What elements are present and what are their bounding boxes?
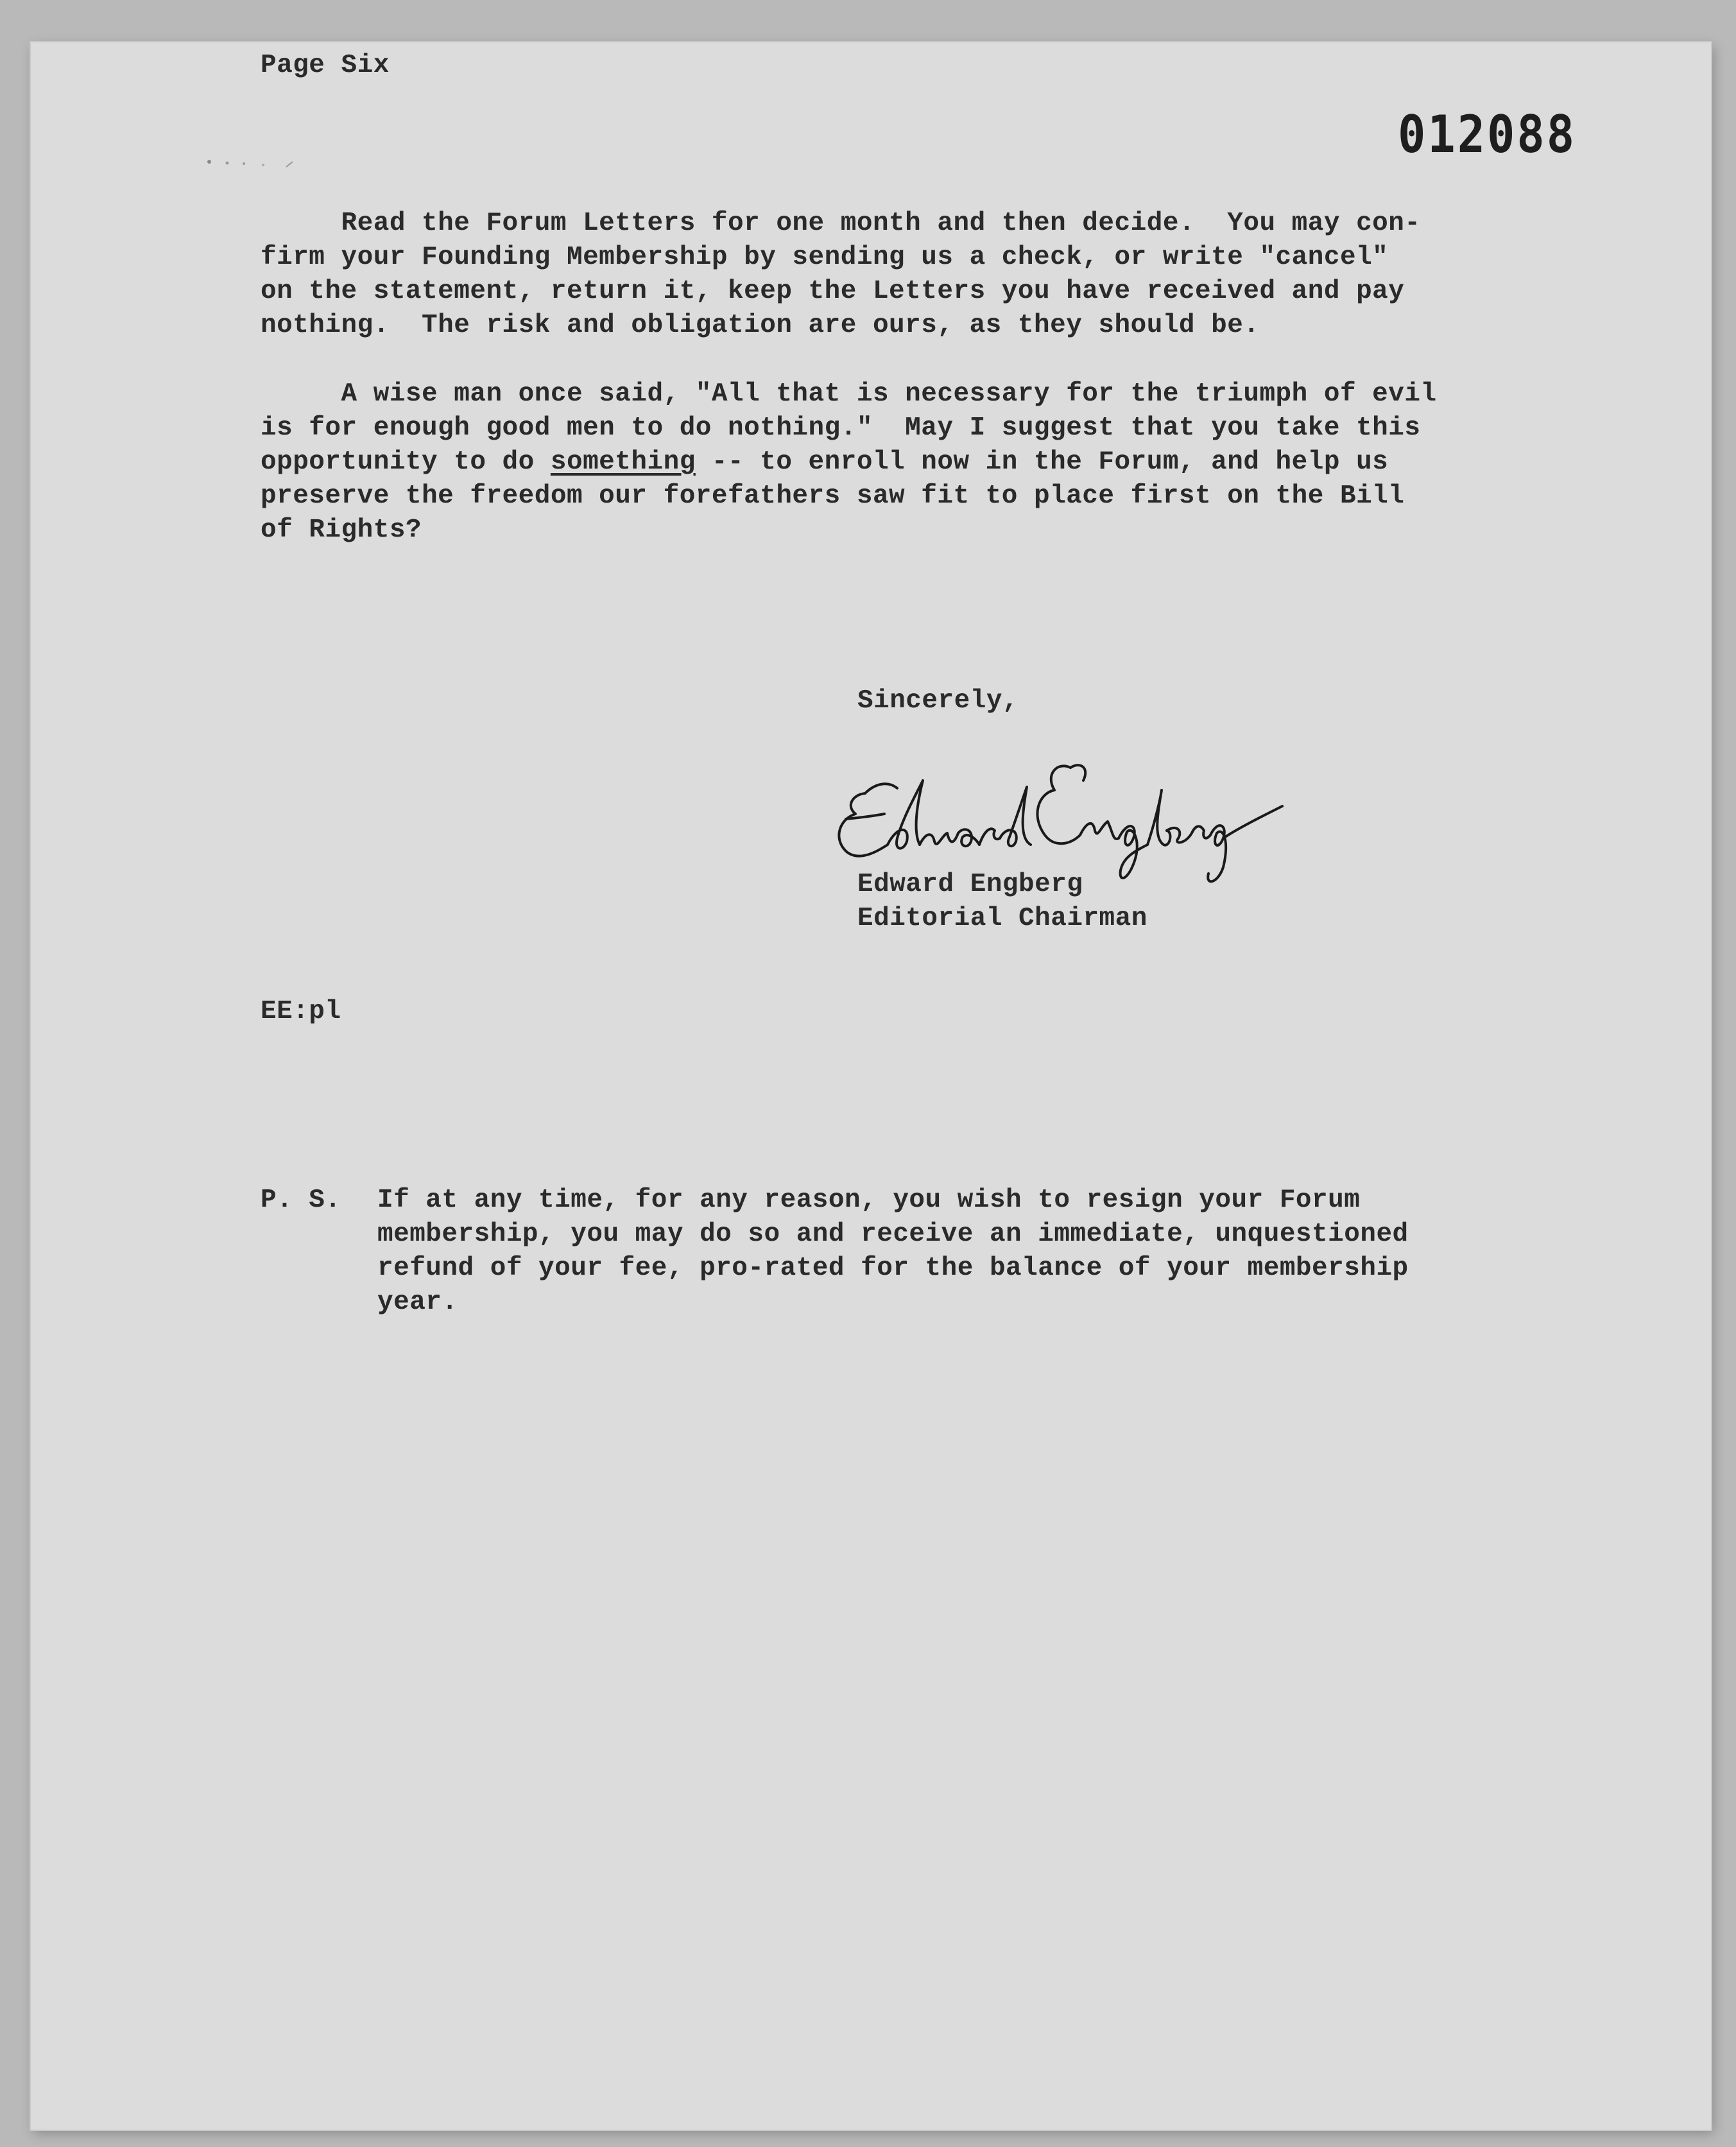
paragraph-1-line: Read the Forum Letters for one month and then decide. You may con- — [261, 209, 1421, 238]
document-page — [31, 42, 1711, 2130]
paragraph-1-line: firm your Founding Membership by sending us a check, or write "cancel" — [261, 243, 1389, 272]
reference-initials: EE:pl — [261, 997, 341, 1026]
postscript-line: If at any time, for any reason, you wish to resign your Forum — [377, 1186, 1361, 1215]
paragraph-2-line: of Rights? — [261, 515, 422, 545]
line-text: opportunity to do — [261, 447, 551, 477]
page-label: Page Six — [261, 51, 390, 80]
emphasized-word: something — [550, 447, 696, 477]
paragraph-1-line: on the statement, return it, keep the Letters you have received and pay — [261, 277, 1405, 306]
paragraph-2-line — [261, 445, 1388, 479]
paragraph-2-line: A wise man once said, "All that is necessary for the triumph of evil — [261, 379, 1437, 409]
signer-name: Edward Engberg — [857, 870, 1083, 899]
postscript-line: year. — [377, 1288, 458, 1317]
paragraph-1-line: nothing. The risk and obligation are ours, as they should be. — [261, 311, 1260, 340]
line-text: -- to enroll now in the Forum, and help us — [695, 447, 1389, 477]
postscript-line: refund of your fee, pro-rated for the balance of your membership — [377, 1254, 1409, 1283]
paper-specks — [204, 153, 307, 172]
document-number: 012088 — [1398, 104, 1577, 165]
salutation: Sincerely, — [857, 686, 1019, 716]
signer-title: Editorial Chairman — [857, 904, 1147, 933]
paragraph-2-line: preserve the freedom our forefathers saw fit to place first on the Bill — [261, 481, 1405, 511]
postscript-line: membership, you may do so and receive an immediate, unquestioned — [377, 1220, 1409, 1249]
postscript-label: P. S. — [261, 1186, 341, 1215]
paragraph-2-line: is for enough good men to do nothing." May I suggest that you take this — [261, 413, 1421, 443]
